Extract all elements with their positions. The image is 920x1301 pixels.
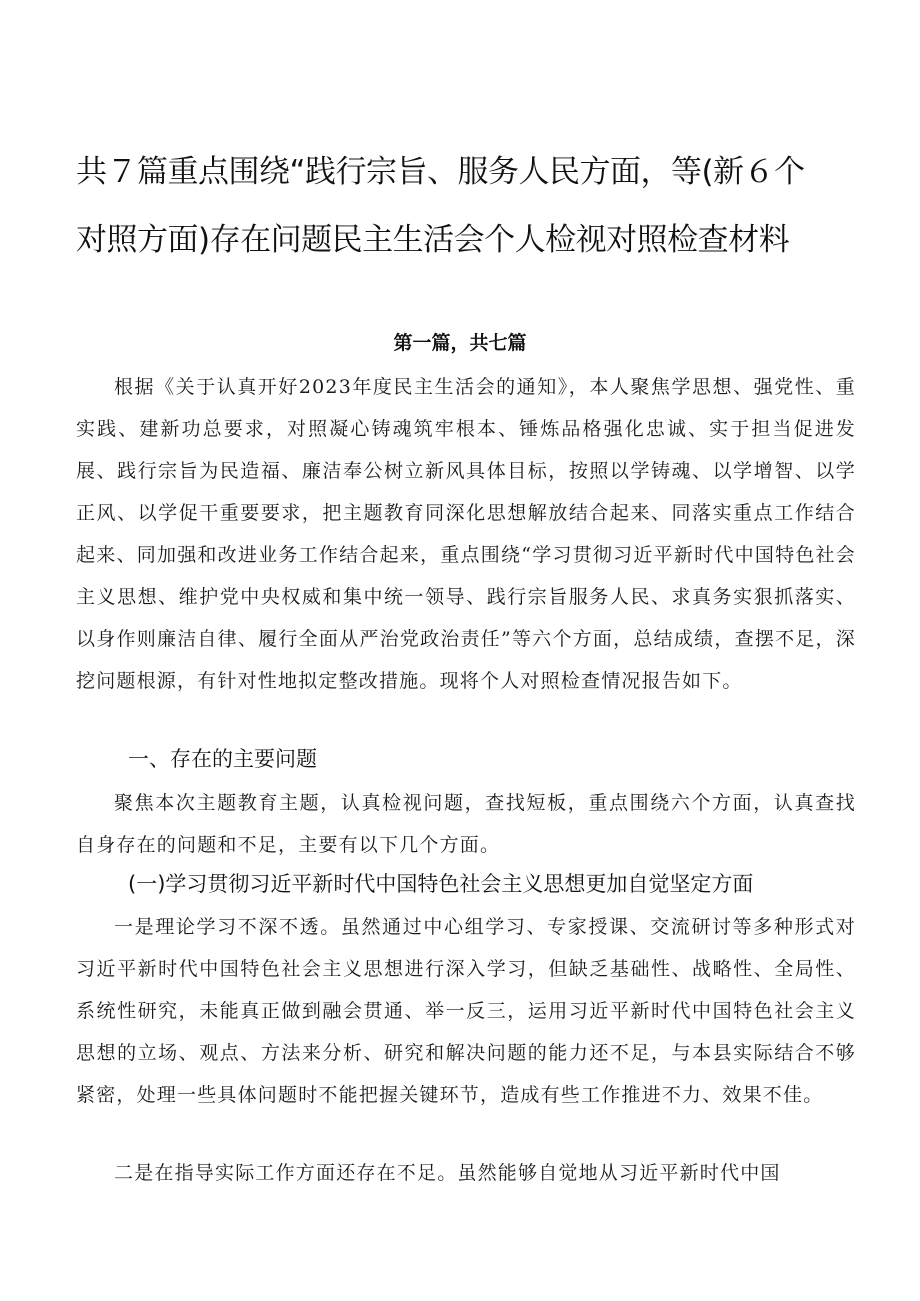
subsection-heading-theory: (一)学习贯彻习近平新时代中国特色社会主义思想更加自觉坚定方面 [128,872,754,896]
intro-paragraph: 根据《关于认真开好2023年度民主生活会的通知》，本人聚焦学思想、强党性、重实践、建新功总要求，对照凝心铸魂筑牢根本、锤炼品格强化忠诚、实于担当促进发展、践行宗旨为民造福、廉洁奉公树立新风具体目标，按照以学铸魂、以学增智、以学正风、以学促干重要要求，把主题教育同深化思想解放结合起来、同落实重点工作结合起来、同加强和改进业务工作结合起来，重点围绕“学习贯彻习近平新时代中国特色社会主义思想、维护党中央权威和集中统一领导、践行宗旨服务人民、求真务实狠抓落实、以身作则廉洁自律、履行全面从严治党政治责任”等六个方面，总结成绩，查摆不足，深挖问题根源，有针对性地拟定整改措施。现将个人对照检查情况报告如下。 [76,376,856,692]
section-heading-problems: 一、存在的主要问题 [128,747,317,771]
item-two-paragraph: 二是在指导实际工作方面还存在不足。虽然能够自觉地从习近平新时代中国 [114,1162,781,1184]
focus-paragraph: 聚焦本次主题教育主题，认真检视问题，查找短板，重点围绕六个方面，认真查找自身存在的问题和不足，主要有以下几个方面。 [76,792,856,856]
document-title [76,138,856,274]
document-subtitle: 第一篇，共七篇 [393,332,527,354]
title-line-2: 对照方面)存在问题民主生活会个人检视对照检查材料 [76,222,790,258]
title-line-1: 共７篇重点围绕“践行宗旨、服务人民方面，等(新６个 [76,154,805,190]
item-one-paragraph: 一是理论学习不深不透。虽然通过中心组学习、专家授课、交流研讨等多种形式对习近平新时代中国特色社会主义思想进行深入学习，但缺乏基础性、战略性、全局性、系统性研究，未能真正做到融会贯通、举一反三，运用习近平新时代中国特色社会主义思想的立场、观点、方法来分析、研究和解决问题的能力还不足，与本县实际结合不够紧密，处理一些具体问题时不能把握关键环节，造成有些工作推进不力、效果不佳。 [76,916,856,1106]
